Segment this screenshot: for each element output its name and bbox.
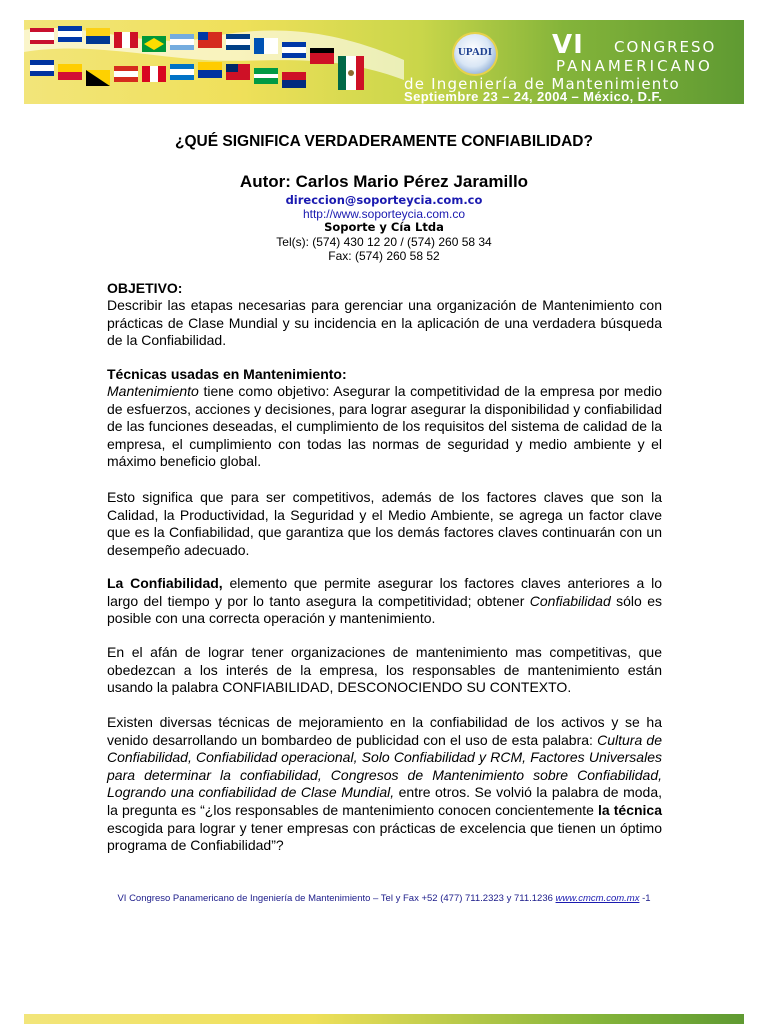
banner-ingenieria: de Ingeniería de Mantenimiento [404, 75, 680, 93]
bold-la-confiabilidad: La Confiabilidad, [107, 575, 223, 591]
banner-panamericano: PANAMERICANO [556, 57, 713, 75]
objetivo-heading: OBJETIVO: [107, 280, 183, 296]
paragraph-text: Existen diversas técnicas de mejoramiento en la confiabilidad de los activos y se ha venido desarrollando un bombardeo de publicidad con el uso de esta palabra: [107, 714, 662, 748]
page-number: -1 [639, 893, 651, 904]
company-name: Soporte y Cía Ltda [324, 220, 444, 234]
document-title: ¿QUÉ SIGNIFICA VERDADERAMENTE CONFIABILIDAD? [175, 133, 593, 150]
emphasis-mantenimiento: Mantenimiento [107, 383, 199, 399]
banner-date: Septiembre 23 – 24, 2004 – México, D.F. [404, 89, 663, 104]
banner-congreso: CONGRESO [614, 38, 717, 56]
author-email-link[interactable]: direccion@soporteycia.com.co [285, 193, 483, 207]
paragraph-text: escogida para lograr y tener empresas con prácticas de excelencia que tienen un óptimo programa de Confiabilidad”? [107, 819, 662, 854]
fax-number: Fax: (574) 260 58 52 [328, 249, 440, 263]
paragraph-tecnicas-mejoramiento [107, 714, 662, 855]
page-footer [0, 893, 768, 904]
upadi-logo: UPADI [452, 32, 498, 76]
paragraph-afan: En el afán de lograr tener organizaciones de mantenimiento mas competitivas, que obedezcan a los interés de la empresa, los responsables de mantenimiento están usando la palabra CONFIABILIDAD, DESCONOCIENDO SU CONTEXTO. [107, 644, 662, 696]
emphasis-confiabilidad: Confiabilidad [529, 592, 611, 609]
objetivo-paragraph: Describir las etapas necesarias para gerenciar una organización de Mantenimiento con prácticas de Clase Mundial y su incidencia en la aplicación de una verdadera búsqueda de la Confiabilidad. [107, 297, 662, 349]
footer-text: VI Congreso Panamericano de Ingeniería de Mantenimiento – Tel y Fax +52 (477) 711.2323 y 711.1236 [117, 893, 556, 904]
paragraph-confiabilidad [107, 575, 662, 628]
phone-numbers: Tel(s): (574) 430 12 20 / (574) 260 58 34 [276, 235, 492, 249]
banner-vi: VI [552, 30, 584, 60]
conference-banner [24, 20, 744, 104]
paragraph-text: tiene como objetivo: Asegurar la competitividad de la empresa por medio de esfuerzos, acciones y decisiones, para lograr asegurar la disponibilidad y confiabilidad de las funciones deseadas, el cumplimiento de los requisitos del sistema de calidad de la empresa, el cumplimiento con todas las normas de seguridad y medio ambiente y el máximo beneficio global. [107, 383, 662, 470]
paragraph-competitivos: Esto significa que para ser competitivos, además de los factores claves que son la Calidad, la Productividad, la Seguridad y el Medio Ambiente, se agrega un factor clave que es la Confiabilidad, que garantiza que los demás factores claves continuarán con un desempeño adecuado. [107, 489, 662, 558]
paragraph-text: entre otros. Se volvió la palabra de moda, la pregunta es “¿los responsables de mantenimiento conocen concientemente [107, 784, 663, 818]
website-link[interactable]: http://www.soporteycia.com.co [302, 207, 466, 221]
next-page-banner-edge [24, 1014, 744, 1024]
flags-illustration [24, 20, 404, 104]
tecnicas-heading: Técnicas usadas en Mantenimiento: [107, 366, 347, 382]
author-name: Autor: Carlos Mario Pérez Jaramillo [239, 172, 529, 191]
bold-la-tecnica: la técnica [598, 801, 662, 818]
paragraph-mantenimiento [107, 383, 662, 471]
paragraph-text: elemento que permite asegurar los factores claves anteriores a lo largo del tiempo y por lo tanto asegura la competitividad; obtener [107, 575, 662, 609]
emphasis-technique-list: Cultura de Confiabilidad, Confiabilidad operacional, Solo Confiabilidad y RCM, Factores Universales para determinar la confiabilidad, Congresos de Mantenimiento sobre Confiabilidad, Logrando una confiabilidad de Clase Mundial, [107, 731, 663, 801]
paragraph-text: sólo es posible con una correcta operación y mantenimiento. [107, 592, 662, 627]
footer-website-link[interactable]: www.cmcm.com.mx [555, 893, 640, 904]
